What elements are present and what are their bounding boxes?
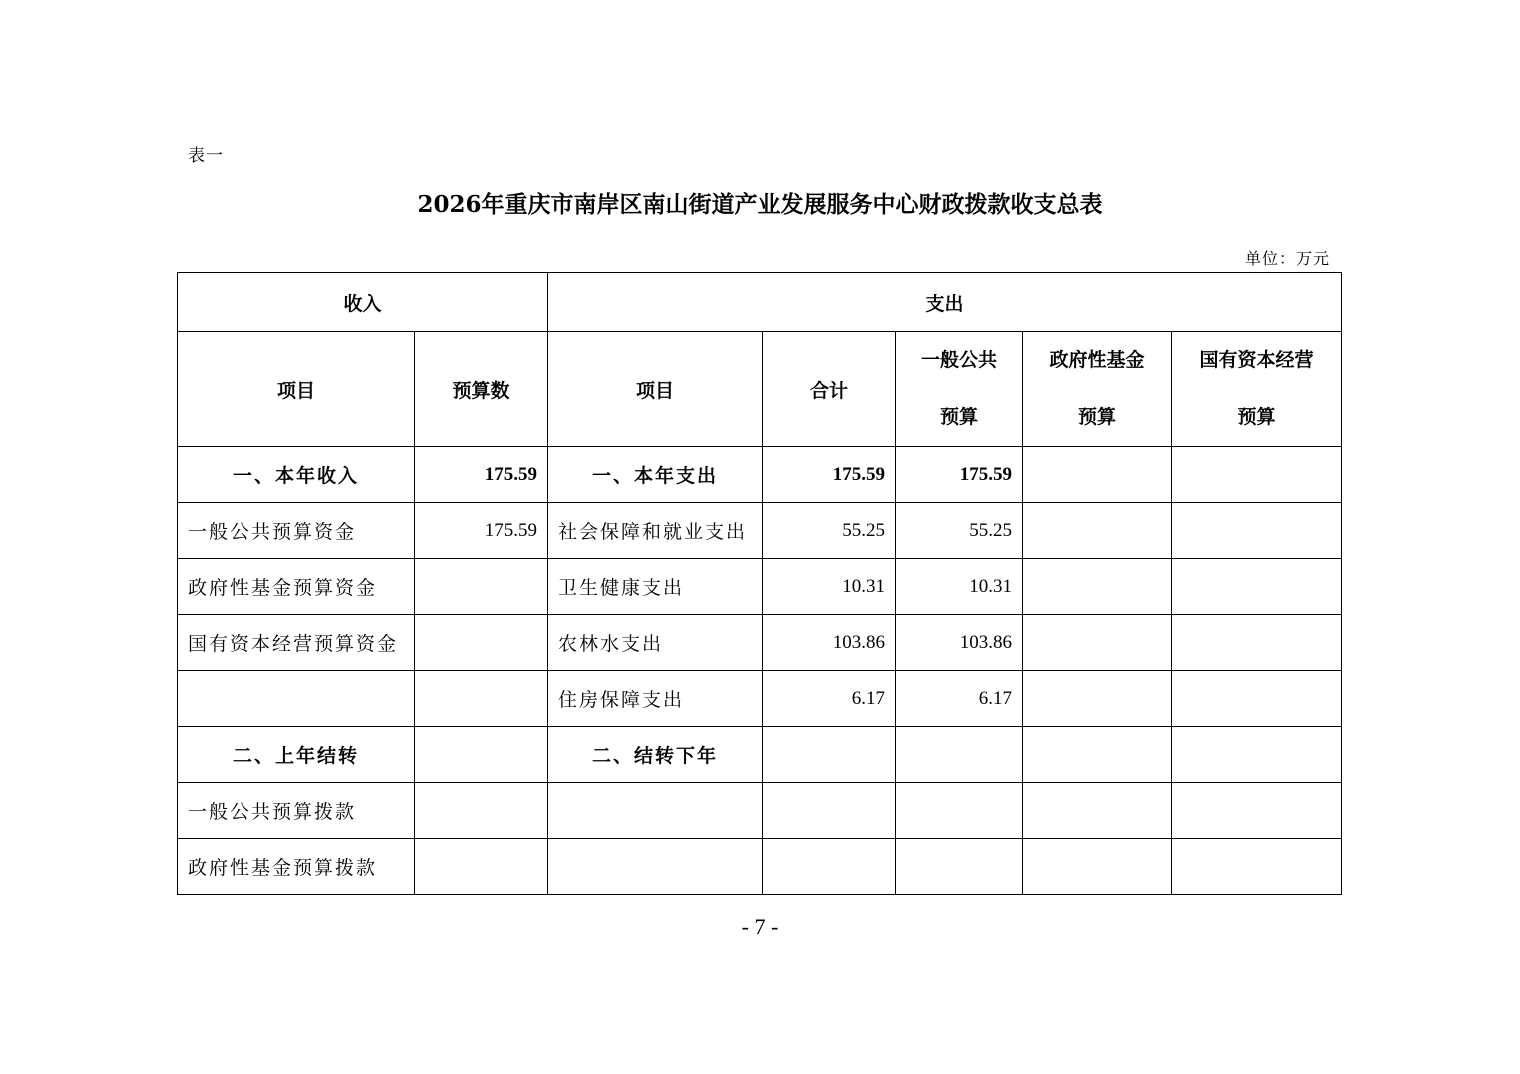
general-public-cell: 6.17 bbox=[896, 671, 1023, 727]
total-cell bbox=[763, 783, 896, 839]
total-cell: 10.31 bbox=[763, 559, 896, 615]
general-public-cell: 55.25 bbox=[896, 503, 1023, 559]
budget-table bbox=[177, 272, 1342, 895]
total-cell: 103.86 bbox=[763, 615, 896, 671]
gov-fund-cell bbox=[1023, 783, 1172, 839]
header-row-top bbox=[178, 273, 1342, 332]
total-cell: 6.17 bbox=[763, 671, 896, 727]
state-capital-cell bbox=[1172, 615, 1342, 671]
income-budget-cell bbox=[415, 559, 548, 615]
income-budget-cell bbox=[415, 671, 548, 727]
expense-item-header: 项目 bbox=[548, 332, 763, 447]
expense-item-cell: 二、结转下年 bbox=[548, 727, 763, 783]
expense-item-cell: 一、本年支出 bbox=[548, 447, 763, 503]
gov-fund-header-line2: 预算 bbox=[1078, 406, 1117, 428]
gov-fund-header-line1: 政府性基金 bbox=[1049, 349, 1145, 371]
expense-item-cell: 农林水支出 bbox=[548, 615, 763, 671]
income-budget-cell: 175.59 bbox=[415, 447, 548, 503]
general-public-header-line1: 一般公共 bbox=[921, 349, 998, 371]
table-row bbox=[178, 783, 1342, 839]
expense-item-cell: 卫生健康支出 bbox=[548, 559, 763, 615]
total-cell bbox=[763, 727, 896, 783]
state-capital-cell bbox=[1172, 559, 1342, 615]
state-capital-cell bbox=[1172, 671, 1342, 727]
income-budget-cell bbox=[415, 727, 548, 783]
gov-fund-cell bbox=[1023, 447, 1172, 503]
expense-item-cell bbox=[548, 839, 763, 895]
table-row bbox=[178, 559, 1342, 615]
income-header: 收入 bbox=[178, 273, 548, 332]
income-item-cell: 政府性基金预算资金 bbox=[178, 559, 415, 615]
gov-fund-cell bbox=[1023, 727, 1172, 783]
table-row bbox=[178, 727, 1342, 783]
total-cell bbox=[763, 839, 896, 895]
income-item-cell: 国有资本经营预算资金 bbox=[178, 615, 415, 671]
expense-item-cell: 住房保障支出 bbox=[548, 671, 763, 727]
general-public-budget-header bbox=[896, 332, 1023, 447]
page-number: - 7 - bbox=[741, 914, 779, 939]
gov-fund-cell bbox=[1023, 559, 1172, 615]
total-header: 合计 bbox=[763, 332, 896, 447]
table-row bbox=[178, 447, 1342, 503]
state-capital-header-line1: 国有资本经营 bbox=[1199, 349, 1314, 371]
income-item-cell: 一般公共预算拨款 bbox=[178, 783, 415, 839]
state-capital-cell bbox=[1172, 839, 1342, 895]
document-title: 2026年重庆市南岸区南山街道产业发展服务中心财政拨款收支总表 bbox=[417, 191, 1103, 218]
state-capital-header-line2: 预算 bbox=[1237, 406, 1276, 428]
general-public-cell bbox=[896, 783, 1023, 839]
income-item-cell bbox=[178, 671, 415, 727]
income-budget-cell bbox=[415, 839, 548, 895]
income-item-header: 项目 bbox=[178, 332, 415, 447]
income-budget-cell: 175.59 bbox=[415, 503, 548, 559]
total-cell: 55.25 bbox=[763, 503, 896, 559]
general-public-cell: 175.59 bbox=[896, 447, 1023, 503]
general-public-header-line2: 预算 bbox=[940, 406, 979, 428]
state-capital-cell bbox=[1172, 783, 1342, 839]
general-public-cell bbox=[896, 839, 1023, 895]
gov-fund-cell bbox=[1023, 503, 1172, 559]
income-item-cell: 政府性基金预算拨款 bbox=[178, 839, 415, 895]
table-row bbox=[178, 839, 1342, 895]
gov-fund-cell bbox=[1023, 615, 1172, 671]
income-budget-cell bbox=[415, 783, 548, 839]
state-capital-cell bbox=[1172, 727, 1342, 783]
gov-fund-budget-header bbox=[1023, 332, 1172, 447]
expense-header: 支出 bbox=[548, 273, 1342, 332]
state-capital-budget-header bbox=[1172, 332, 1342, 447]
general-public-cell: 103.86 bbox=[896, 615, 1023, 671]
general-public-cell bbox=[896, 727, 1023, 783]
table-label: 表一 bbox=[188, 146, 224, 166]
state-capital-cell bbox=[1172, 447, 1342, 503]
expense-item-cell: 社会保障和就业支出 bbox=[548, 503, 763, 559]
table-row bbox=[178, 503, 1342, 559]
income-item-cell: 一、本年收入 bbox=[178, 447, 415, 503]
expense-item-cell bbox=[548, 783, 763, 839]
gov-fund-cell bbox=[1023, 671, 1172, 727]
general-public-cell: 10.31 bbox=[896, 559, 1023, 615]
income-budget-header: 预算数 bbox=[415, 332, 548, 447]
table-row bbox=[178, 671, 1342, 727]
table-row bbox=[178, 615, 1342, 671]
income-budget-cell bbox=[415, 615, 548, 671]
state-capital-cell bbox=[1172, 503, 1342, 559]
gov-fund-cell bbox=[1023, 839, 1172, 895]
unit-label: 单位：万元 bbox=[1244, 249, 1330, 268]
income-item-cell: 二、上年结转 bbox=[178, 727, 415, 783]
income-item-cell: 一般公共预算资金 bbox=[178, 503, 415, 559]
header-row-sub bbox=[178, 332, 1342, 447]
total-cell: 175.59 bbox=[763, 447, 896, 503]
